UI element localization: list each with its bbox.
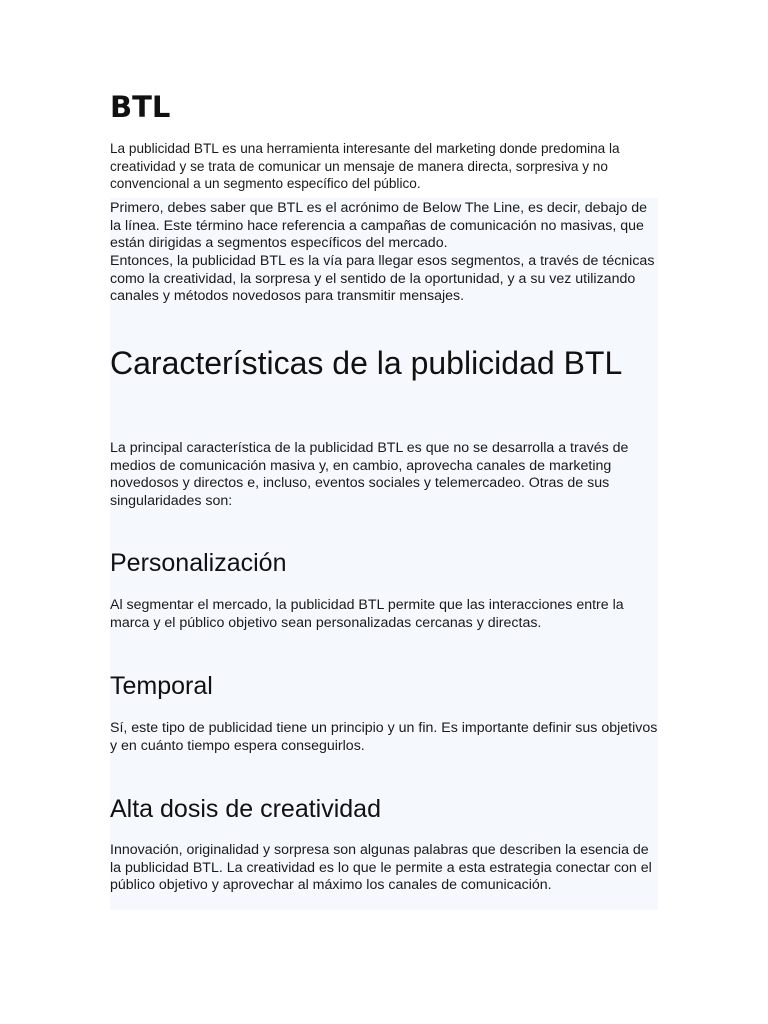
paragraph-btl-definition: Primero, debes saber que BTL es el acrónimo de Below The Line, es decir, debajo de la línea. Este término hace referencia a campañas de comunicación no masivas, que están dirigidas a segmentos específicos del mercado. [110,200,648,251]
section-intro-paragraph: La principal característica de la publicidad BTL es que no se desarrolla a través de medios de comunicación masiva y, en cambio, aprovecha canales de marketing novedosos y directos e, incluso, eventos sociales y telemercadeo. Otras de sus singularidades son: [110,440,629,509]
subsection-text-personalizacion: Al segmentar el mercado, la publicidad BTL permite que las interacciones entre la marca y el público objetivo sean personalizadas cercanas y directas. [110,597,624,631]
subsection-text-creatividad: Innovación, originalidad y sorpresa son algunas palabras que describen la esencia de la publicidad BTL. La creatividad es lo que le permite a esta estrategia conectar con el público objetivo y aprovechar al máximo los canales de comunicación. [110,842,652,893]
paragraph-btl-segments: Entonces, la publicidad BTL es la vía para llegar esos segmentos, a través de técnicas como la creatividad, la sorpresa y el sentido de la oportunidad, y a su vez utilizando canales y métodos novedosos para transmitir mensajes. [110,253,655,304]
intro-paragraph: La publicidad BTL es una herramienta interesante del marketing donde predomina la creatividad y se trata de comunicar un mensaje de manera directa, sorpresiva y no convencional a un segmento específico del público. [110,141,620,191]
subsection-heading-temporal: Temporal [110,672,213,700]
subsection-heading-creatividad: Alta dosis de creatividad [110,795,381,823]
section-heading: Características de la publicidad BTL [110,345,623,381]
subsection-heading-personalizacion: Personalización [110,549,287,577]
subsection-text-temporal: Sí, este tipo de publicidad tiene un principio y un fin. Es importante definir sus objetivos y en cuánto tiempo espera conseguirlos. [110,720,658,754]
document-title: BTL [110,90,171,124]
